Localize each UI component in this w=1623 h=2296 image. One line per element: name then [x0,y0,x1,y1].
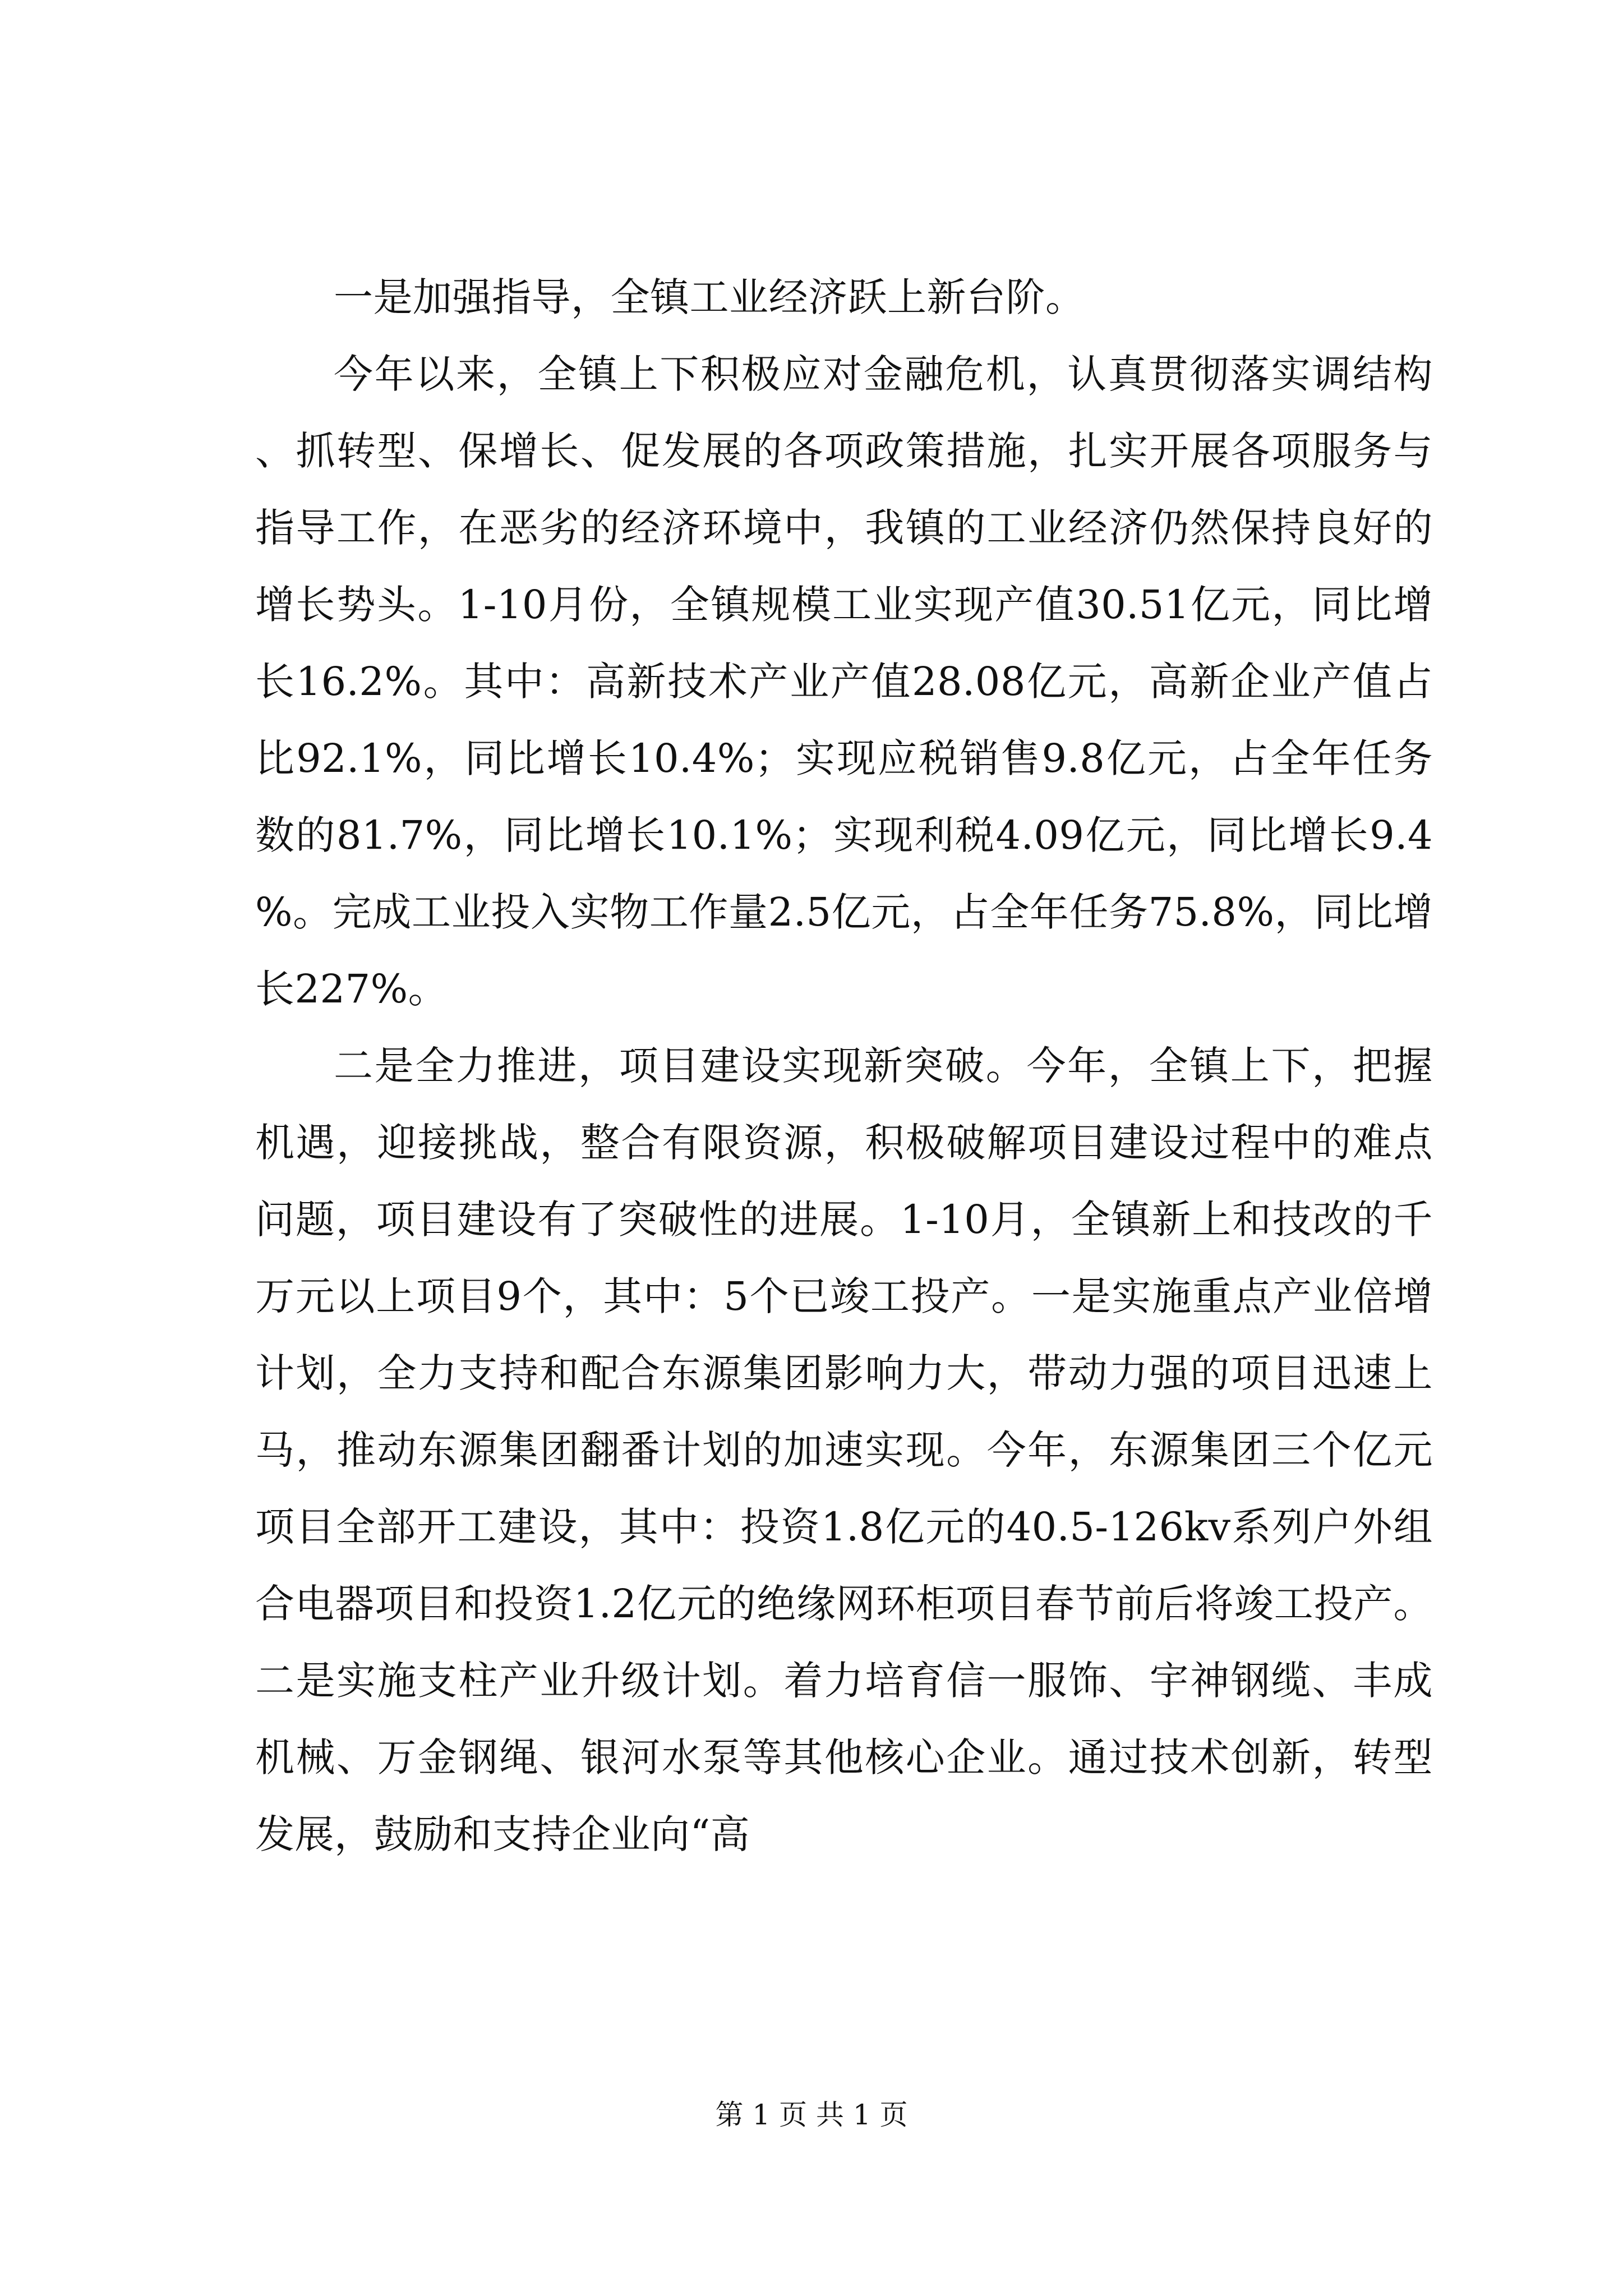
paragraph-industrial-heading: 一是加强指导，全镇工业经济跃上新台阶。 [334,274,1085,320]
paragraph-industrial-economy: 今年以来，全镇上下积极应对金融危机，认真贯彻落实调结构、抓转型、保增长、促发展的各项政策措施，扎实开展各项服务与指导工作，在恶劣的经济环境中，我镇的工业经济仍然保持良好的增长势头。1-10月份，全镇规模工业实现产值30.51亿元，同比增长16.2%。其中：高新技术产业产值28.08亿元，高新企业产值占比92.1%，同比增长10.4%；实现应税销售9.8亿元，占全年任务数的81.7%，同比增长10.1%；实现利税4.09亿元，同比增长9.4%。完成工业投入实物工作量2.5亿元，占全年任务75.8%，同比增长227%。 [255,351,1433,1012]
page-footer: 第 1 页 共 1 页 [715,2099,908,2131]
paragraph-project-construction: 二是全力推进，项目建设实现新突破。今年，全镇上下，把握机遇，迎接挑战，整合有限资源，积极破解项目建设过程中的难点问题，项目建设有了突破性的进展。1-10月，全镇新上和技改的千万元以上项目9个，其中：5个已竣工投产。一是实施重点产业倍增计划，全力支持和配合东源集团影响力大，带动力强的项目迅速上马，推动东源集团翻番计划的加速实现。今年，东源集团三个亿元项目全部开工建设，其中：投资1.8亿元的40.5-126kv系列户外组合电器项目和投资1.2亿元的绝缘网环柜项目春节前后将竣工投产。二是实施支柱产业升级计划。着力培育信一服饰、宇神钢缆、丰成机械、万金钢绳、银河水泵等其他核心企业。通过技术创新，转型发展，鼓励和支持企业向“高 [255,1043,1433,1857]
document-body [255,259,1433,1873]
